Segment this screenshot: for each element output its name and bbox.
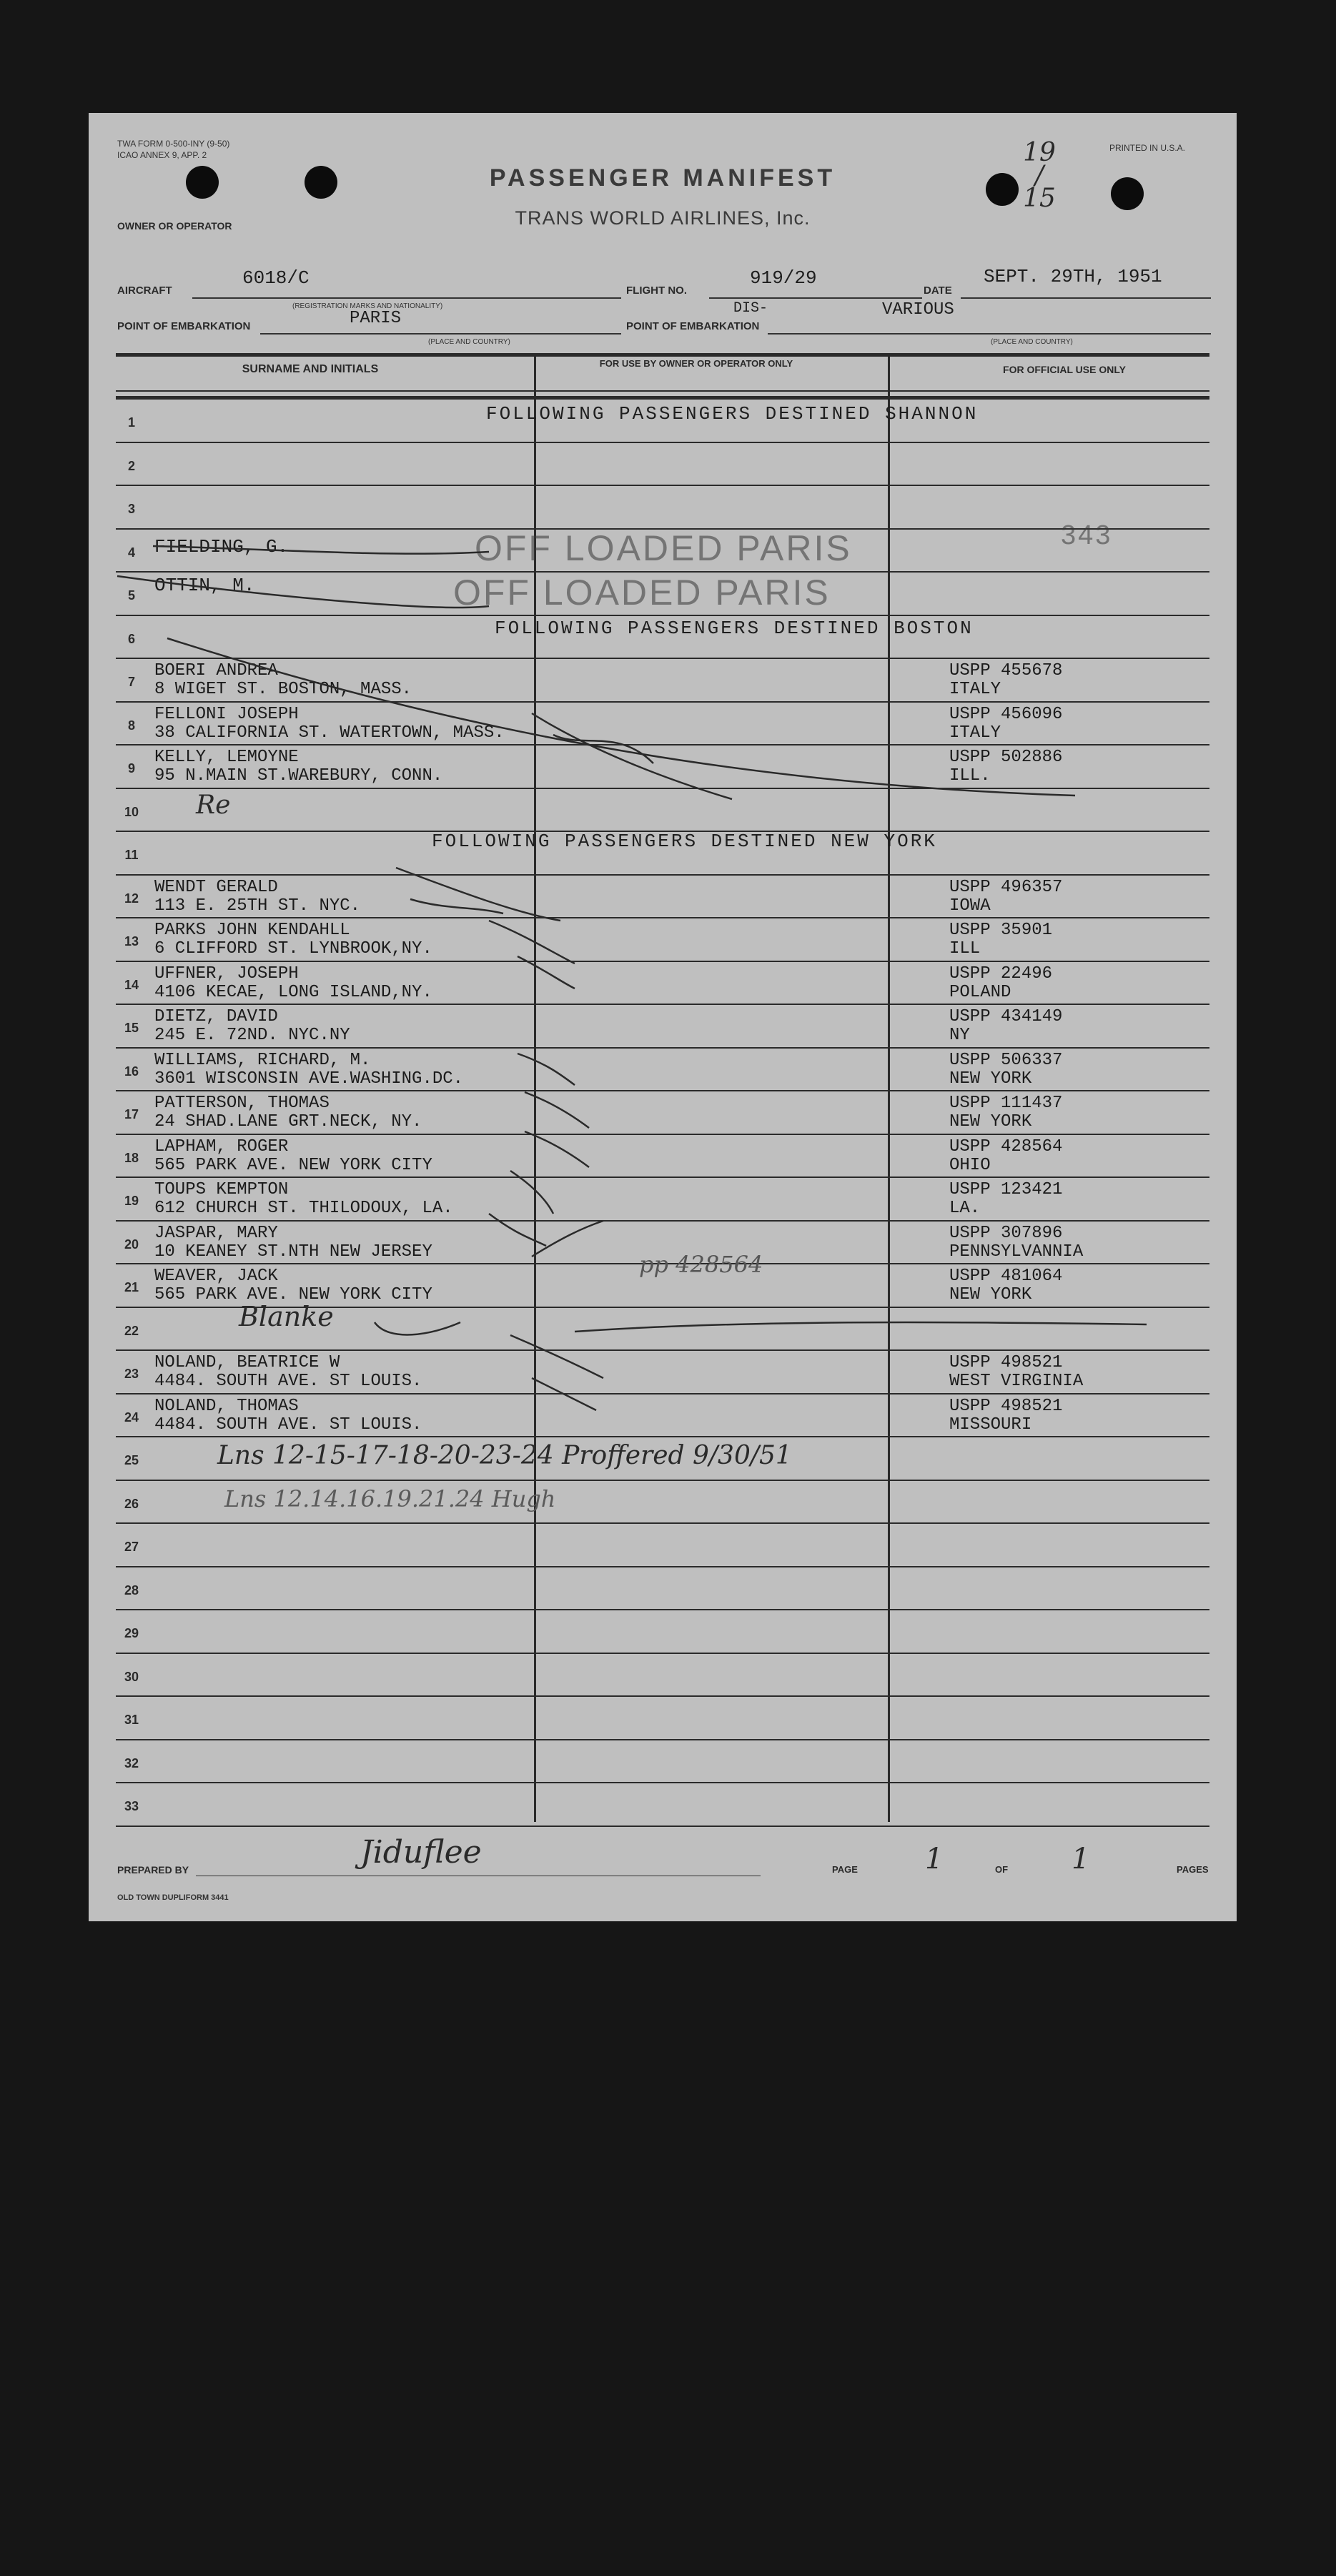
passenger-origin: ITALY — [949, 680, 1001, 699]
passenger-origin: ITALY — [949, 723, 1001, 743]
row-number: 19 — [124, 1194, 139, 1208]
page-note: 19 / 15 — [1023, 138, 1056, 213]
disembark-prefix: DIS- — [733, 300, 768, 317]
pages-label: PAGES — [1177, 1864, 1209, 1875]
passenger-address: 4106 KECAE, LONG ISLAND,NY. — [154, 982, 432, 1002]
passenger-origin: ILL — [949, 939, 981, 958]
passenger-origin: NEW YORK — [949, 1069, 1032, 1089]
row-number: 18 — [124, 1150, 139, 1165]
passenger-name: TOUPS KEMPTON — [154, 1180, 289, 1199]
page-label: PAGE — [832, 1864, 858, 1875]
passenger-address: 565 PARK AVE. NEW YORK CITY — [154, 1155, 432, 1175]
row-number: 11 — [124, 848, 139, 862]
passport-number: USPP 496357 — [949, 877, 1063, 897]
row-number: 7 — [127, 675, 135, 689]
row-number: 14 — [124, 977, 139, 992]
passenger-address: 24 SHAD.LANE GRT.NECK, NY. — [154, 1112, 422, 1131]
passenger-address: 8 WIGET ST. BOSTON, MASS. — [154, 680, 412, 699]
passenger-origin: NEW YORK — [949, 1285, 1032, 1304]
offloaded-stamp: OFF LOADED PARIS — [453, 573, 831, 613]
row-number: 28 — [124, 1582, 139, 1597]
offloaded-name: FIELDING, G. — [154, 536, 289, 558]
section-header-shannon: FOLLOWING PASSENGERS DESTINED SHANNON — [486, 403, 979, 425]
row-number: 21 — [124, 1280, 139, 1294]
passenger-origin: WEST VIRGINIA — [949, 1372, 1084, 1391]
page-number: 1 — [925, 1843, 944, 1876]
offloaded-name: OTTIN, M. — [154, 575, 255, 596]
passenger-name: PARKS JOHN KENDAHLL — [154, 921, 350, 940]
row-number: 30 — [124, 1669, 139, 1684]
passenger-name: WILLIAMS, RICHARD, M. — [154, 1050, 371, 1070]
passport-number: USPP 481064 — [949, 1267, 1063, 1286]
row-number: 12 — [124, 891, 139, 906]
col-official-header: FOR OFFICIAL USE ONLY — [1003, 364, 1126, 375]
aircraft-label: AIRCRAFT — [117, 284, 172, 297]
section-header-boston: FOLLOWING PASSENGERS DESTINED BOSTON — [495, 618, 974, 639]
pen-strike-marks — [89, 113, 1237, 1921]
row-number: 31 — [124, 1713, 139, 1727]
passenger-origin: POLAND — [949, 982, 1011, 1002]
passport-number: USPP 434149 — [949, 1007, 1063, 1026]
embark-value: PARIS — [350, 309, 402, 328]
row-number: 16 — [124, 1064, 139, 1079]
passenger-address: 245 E. 72ND. NYC.NY — [154, 1026, 350, 1045]
row-number: 33 — [124, 1799, 139, 1813]
row-number: 27 — [124, 1540, 139, 1554]
offloaded-stamp: OFF LOADED PARIS — [475, 528, 852, 568]
flight-value: 919/29 — [750, 267, 817, 289]
row-number: 2 — [127, 458, 135, 473]
handwritten-note-row21: pp 428564 — [639, 1251, 763, 1278]
passenger-address: 4484. SOUTH AVE. ST LOUIS. — [154, 1415, 422, 1435]
printed-in: PRINTED IN U.S.A. — [1109, 143, 1186, 153]
stamp-number: 343 — [1061, 520, 1113, 550]
row-number: 24 — [124, 1410, 139, 1425]
manifest-title: PASSENGER MANIFEST — [489, 164, 836, 192]
row-number: 32 — [124, 1755, 139, 1770]
col-surname-header: SURNAME AND INITIALS — [242, 363, 379, 375]
passenger-name: WENDT GERALD — [154, 877, 278, 897]
date-label: DATE — [924, 284, 952, 297]
row-number: 1 — [127, 415, 135, 430]
total-pages: 1 — [1072, 1843, 1090, 1876]
place-caption: (PLACE AND COUNTRY) — [428, 338, 510, 346]
passenger-name: NOLAND, BEATRICE W — [154, 1353, 340, 1372]
passenger-origin: OHIO — [949, 1155, 991, 1175]
row-number: 26 — [124, 1496, 139, 1511]
row-number: 29 — [124, 1626, 139, 1640]
row-number: 6 — [127, 631, 135, 646]
passenger-name: JASPAR, MARY — [154, 1223, 278, 1243]
passport-number: USPP 506337 — [949, 1050, 1063, 1070]
passenger-origin: PENNSYLVANNIA — [949, 1242, 1084, 1262]
passenger-address: 113 E. 25TH ST. NYC. — [154, 896, 361, 916]
passenger-origin: NEW YORK — [949, 1112, 1032, 1131]
passport-number: USPP 456096 — [949, 704, 1063, 724]
passenger-address: 565 PARK AVE. NEW YORK CITY — [154, 1285, 432, 1304]
passenger-name: BOERI ANDREA — [154, 661, 278, 680]
passenger-address: 4484. SOUTH AVE. ST LOUIS. — [154, 1372, 422, 1391]
passenger-name: FELLONI JOSEPH — [154, 704, 299, 724]
passenger-address: 38 CALIFORNIA ST. WATERTOWN, MASS. — [154, 723, 505, 743]
passport-number: USPP 111437 — [949, 1094, 1063, 1113]
passport-number: USPP 123421 — [949, 1180, 1063, 1199]
passport-number: USPP 35901 — [949, 921, 1053, 940]
form-note: OLD TOWN DUPLIFORM 3441 — [117, 1893, 229, 1902]
disembark-value: VARIOUS — [882, 300, 954, 319]
passport-number: USPP 307896 — [949, 1223, 1063, 1243]
row-number: 10 — [124, 804, 139, 819]
aircraft-value: 6018/C — [242, 267, 310, 289]
row-number: 23 — [124, 1367, 139, 1381]
passenger-name: WEAVER, JACK — [154, 1267, 278, 1286]
passenger-origin: MISSOURI — [949, 1415, 1032, 1435]
row-number: 17 — [124, 1107, 139, 1121]
passenger-name: NOLAND, THOMAS — [154, 1396, 299, 1416]
airline-name: TRANS WORLD AIRLINES, Inc. — [515, 207, 811, 229]
passport-number: USPP 455678 — [949, 661, 1063, 680]
of-label: OF — [995, 1864, 1009, 1875]
passenger-origin: NY — [949, 1026, 970, 1045]
passenger-name: KELLY, LEMOYNE — [154, 748, 299, 767]
prepared-by-label: PREPARED BY — [117, 1864, 189, 1876]
row-number: 9 — [127, 761, 135, 776]
flight-label: FLIGHT NO. — [626, 284, 687, 297]
passport-number: USPP 502886 — [949, 748, 1063, 767]
owner-operator-label: OWNER OR OPERATOR — [117, 220, 232, 232]
passenger-origin: ILL. — [949, 766, 991, 786]
passenger-address: 3601 WISCONSIN AVE.WASHING.DC. — [154, 1069, 464, 1089]
passenger-name: LAPHAM, ROGER — [154, 1136, 289, 1156]
form-number: TWA FORM 0-500-INY (9-50) — [117, 139, 230, 149]
passport-number: USPP 498521 — [949, 1396, 1063, 1416]
passport-number: USPP 498521 — [949, 1353, 1063, 1372]
handwritten-note-row26: Lns 12.14.16.19.21.24 Hugh — [224, 1485, 556, 1512]
passenger-name: PATTERSON, THOMAS — [154, 1094, 330, 1113]
passenger-name: DIETZ, DAVID — [154, 1007, 278, 1026]
row-number: 4 — [127, 545, 135, 560]
row-number: 5 — [127, 588, 135, 603]
embark-label: POINT OF EMBARKATION — [117, 320, 251, 332]
passenger-name: UFFNER, JOSEPH — [154, 963, 299, 984]
row-number: 13 — [124, 934, 139, 948]
manifest-sheet — [89, 113, 1237, 1921]
passenger-address: 10 KEANEY ST.NTH NEW JERSEY — [154, 1242, 432, 1262]
passport-number: USPP 22496 — [949, 963, 1053, 984]
section-header-new-york: FOLLOWING PASSENGERS DESTINED NEW YORK — [432, 831, 937, 852]
passenger-address: 95 N.MAIN ST.WAREBURY, CONN. — [154, 766, 443, 786]
row-number: 22 — [124, 1323, 139, 1338]
row-number: 25 — [124, 1453, 139, 1467]
passenger-origin: LA. — [949, 1199, 981, 1218]
row-number: 3 — [127, 502, 135, 516]
handwritten-note-row10: Re — [196, 791, 231, 820]
passenger-address: 6 CLIFFORD ST. LYNBROOK,NY. — [154, 939, 432, 958]
row-number: 8 — [127, 718, 135, 733]
handwritten-note-row25: Lns 12-15-17-18-20-23-24 Proffered 9/30/51 — [217, 1441, 792, 1470]
passenger-address: 612 CHURCH ST. THILODOUX, LA. — [154, 1199, 453, 1218]
col-owner-header: FOR USE BY OWNER OR OPERATOR ONLY — [599, 358, 793, 369]
registration-caption: (REGISTRATION MARKS AND NATIONALITY) — [292, 302, 443, 310]
passport-number: USPP 428564 — [949, 1136, 1063, 1156]
handwritten-note-row22: Blanke — [239, 1301, 334, 1332]
preparer-signature: Jiduflee — [360, 1834, 482, 1871]
row-number: 15 — [124, 1021, 139, 1035]
date-value: SEPT. 29TH, 1951 — [984, 266, 1162, 287]
passenger-origin: IOWA — [949, 896, 991, 916]
place-caption: (PLACE AND COUNTRY) — [991, 338, 1073, 346]
row-number: 20 — [124, 1237, 139, 1252]
disembark-label: POINT OF EMBARKATION — [626, 320, 760, 332]
icao-annex: ICAO ANNEX 9, APP. 2 — [117, 150, 207, 160]
